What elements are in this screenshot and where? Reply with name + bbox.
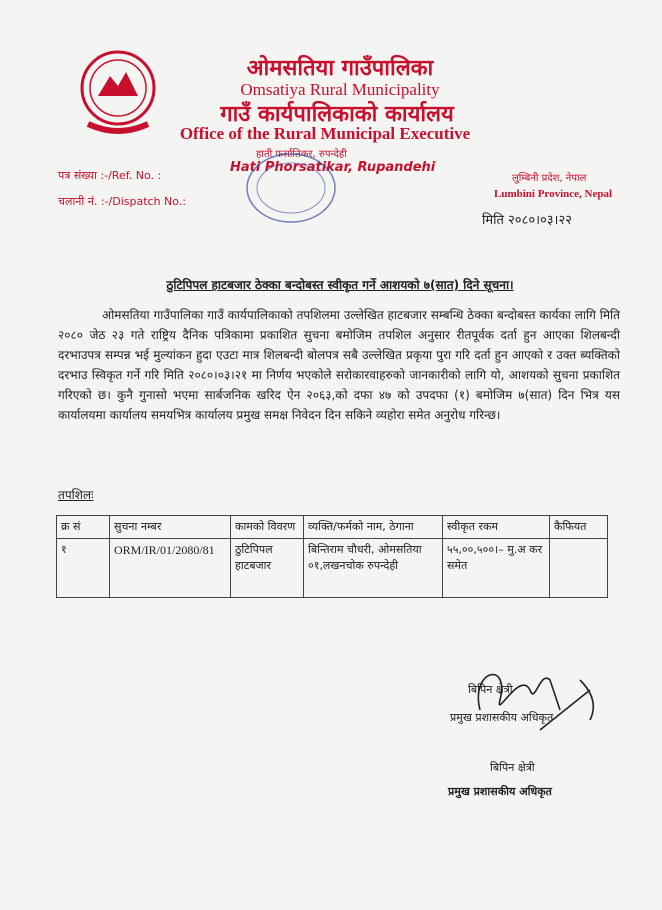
office-name-np: गाउँ कार्यपालिकाको कार्यालय bbox=[220, 102, 454, 127]
notice-body: ओमसतिया गाउँपालिका गाउँ कार्यपालिकाको तपशिलमा उल्लेखित हाटबजार सम्बन्धि ठेक्का बन्दोबस्त कार्यका लागि मिति २०८० जेठ २३ गते राष्ट्रिय दैनिक पत्रिकामा प्रकाशित सुचना बमोजिम तपशिल अनुसार रीतपूर्वक दर्ता हुन आएका शिलबन्दी दरभाउपत्र सम्पन्न भई मुल्यांकन हुदा एउटा मात्र शिलबन्दी बोलपत्र सबै उल्लेखित प्रकृया पुरा गरि दर्ता हुन आएको र उक्त ब्यक्तिको दरभाउ स्विकृत गर्ने गरि मिति २०८०।०३।२१ मा निर्णय भएकोले सरोकारवाहरुको जानकारीको लागि यो, आशयको सुचना प्रकाशित गरिएको छ। कुनै गुनासो भएमा सार्बजनिक खरिद ऐन २०६३,को दफा ४७ को उपदफा (१) बमोजिम ७(सात) दिन भित्र यस कार्यालयमा कार्यालय समयभित्र कार्यालय प्रमुख समक्ष निवेदन दिन सकिने व्यहोरा समेत अनुरोध गरिन्छ। bbox=[58, 308, 620, 422]
table-cell: बिन्तिराम चौधरी, ओमसतिया ०१,लखनचोक रुपन्देही bbox=[304, 539, 443, 598]
table-cell: ORM/IR/01/2080/81 bbox=[110, 539, 231, 598]
notice-subject: ठुटिपिपल हाटबजार ठेक्का बन्दोबस्त स्वीकृत गर्ने आशयको ७(सात) दिने सूचना। bbox=[166, 278, 514, 292]
ref-number-label: पत्र संख्या :-/Ref. No. : bbox=[58, 169, 162, 182]
table-header-row bbox=[57, 516, 608, 539]
province-en: Lumbini Province, Nepal bbox=[494, 188, 613, 200]
table-cell: ठुटिपिपल हाटबजार bbox=[231, 539, 304, 598]
address-np: हाती फर्सातिकर, रुपन्देही bbox=[256, 149, 347, 160]
table-header-cell: व्यक्ति/फर्मको नाम, ठेगाना bbox=[304, 516, 443, 539]
signatory-name: बिपिन क्षेत्री bbox=[490, 761, 535, 774]
table-header-cell: क्र सं bbox=[57, 516, 110, 539]
detail-label: तपशिलः bbox=[58, 488, 94, 502]
municipality-name-np: ओमसतिया गाउँपालिका bbox=[246, 56, 434, 81]
municipality-name-en: Omsatiya Rural Municipality bbox=[240, 80, 440, 99]
signatory-title: प्रमुख प्रशासकीय अधिकृत bbox=[448, 785, 552, 798]
dispatch-number-label: चलानी नं. :-/Dispatch No.: bbox=[58, 195, 186, 208]
table-header-cell: स्वीकृत रकम bbox=[443, 516, 550, 539]
table-cell: ५५,००,५००।– मु.अ कर समेत bbox=[443, 539, 550, 598]
office-stamp bbox=[236, 148, 346, 228]
signature-scribble bbox=[440, 650, 610, 750]
office-name-en: Office of the Rural Municipal Executive bbox=[179, 124, 471, 143]
table-header-cell: कामको विवरण bbox=[231, 516, 304, 539]
address-en: Hati Phorsatikar, Rupandehi bbox=[230, 160, 436, 175]
municipality-logo bbox=[68, 46, 168, 136]
letter-date: मिति २०८०।०३।२२ bbox=[482, 213, 572, 228]
table-header-cell: सुचना नम्बर bbox=[110, 516, 231, 539]
table-cell: १ bbox=[57, 539, 110, 598]
province-np: लुम्बिनी प्रदेश, नेपाल bbox=[512, 173, 587, 184]
signatory-name-handwritten: बिपिन क्षेत्री bbox=[468, 683, 513, 696]
table-row bbox=[57, 539, 608, 598]
table-cell bbox=[550, 539, 608, 598]
details-table bbox=[56, 515, 608, 598]
signatory-title-handwritten: प्रमुख प्रशासकीय अधिकृत bbox=[450, 711, 554, 724]
table-header-cell: कैफियत bbox=[550, 516, 608, 539]
